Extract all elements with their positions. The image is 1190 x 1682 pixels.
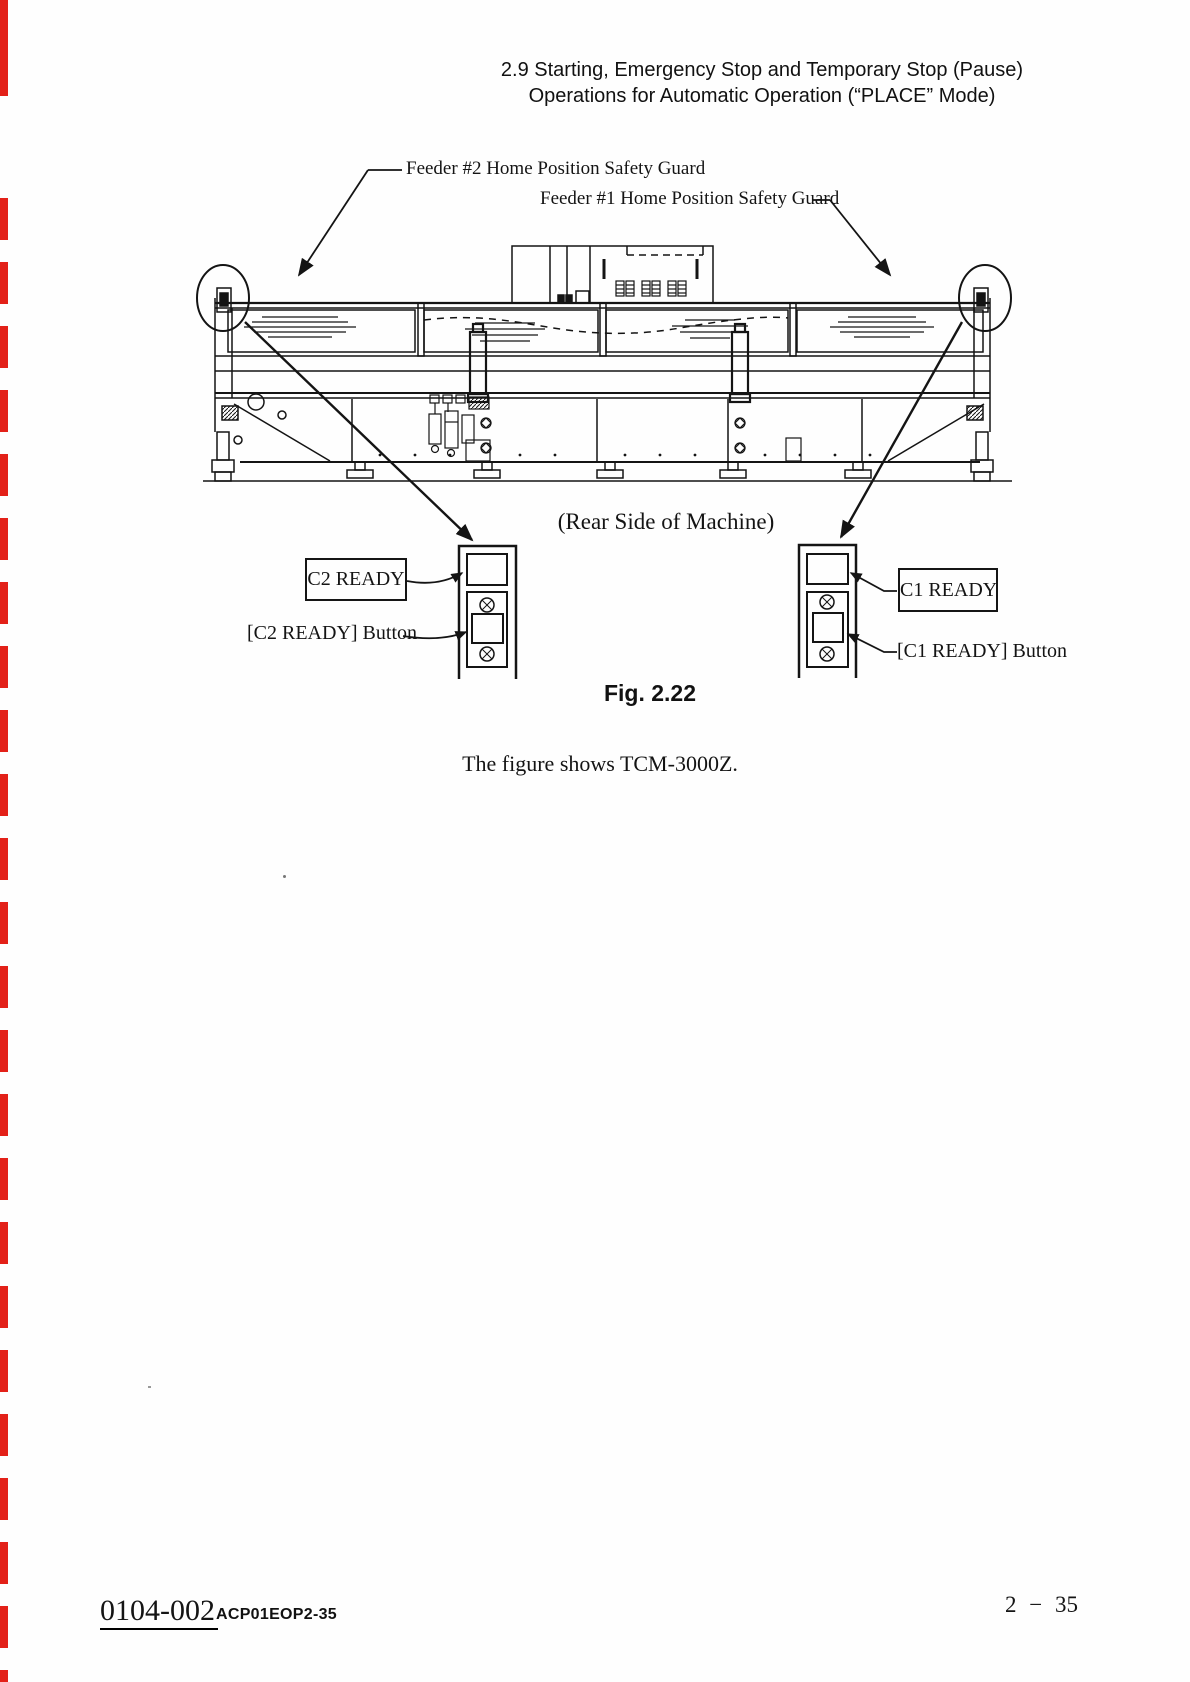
- machine-rear-view: [197, 246, 1012, 481]
- machine-feet: [347, 462, 871, 478]
- footer-doc-code: ACP01EOP2-35: [216, 1606, 337, 1623]
- left-end-column: [212, 288, 238, 481]
- feeder1-guard-label: Feeder #1 Home Position Safety Guard: [540, 188, 840, 209]
- left-remote-panel: [459, 546, 516, 679]
- panel-bolts: [481, 418, 745, 453]
- scan-speck: [148, 1386, 151, 1388]
- c2-ready-button-label: [C2 READY] Button: [247, 622, 417, 644]
- c1-ready-label-box: C1 READY: [898, 568, 998, 612]
- feeder2-guard-label: Feeder #2 Home Position Safety Guard: [406, 158, 706, 179]
- section-header-line1: 2.9 Starting, Emergency Stop and Temporary Stop (Pause): [500, 59, 1024, 81]
- guard-reflection-marks: [244, 317, 934, 341]
- c2-ready-label-box: C2 READY: [305, 558, 407, 601]
- c1-ready-button-label: [C1 READY] Button: [897, 640, 1067, 662]
- rear-side-caption: (Rear Side of Machine): [557, 509, 775, 534]
- feeder-label-leaders: [299, 170, 890, 275]
- section-header-line2: Operations for Automatic Operation (“PLACE” Mode): [528, 85, 996, 107]
- support-cylinders: [468, 324, 750, 402]
- figure-note: The figure shows TCM-3000Z.: [462, 751, 738, 776]
- scan-speck: [283, 875, 286, 878]
- right-end-column: [967, 288, 993, 481]
- figure-caption: Fig. 2.22: [603, 680, 697, 706]
- footer-doc-number: 0104-002: [100, 1594, 218, 1630]
- right-remote-panel: [799, 545, 856, 678]
- footer-page-number: 2 − 35: [1005, 1592, 1078, 1617]
